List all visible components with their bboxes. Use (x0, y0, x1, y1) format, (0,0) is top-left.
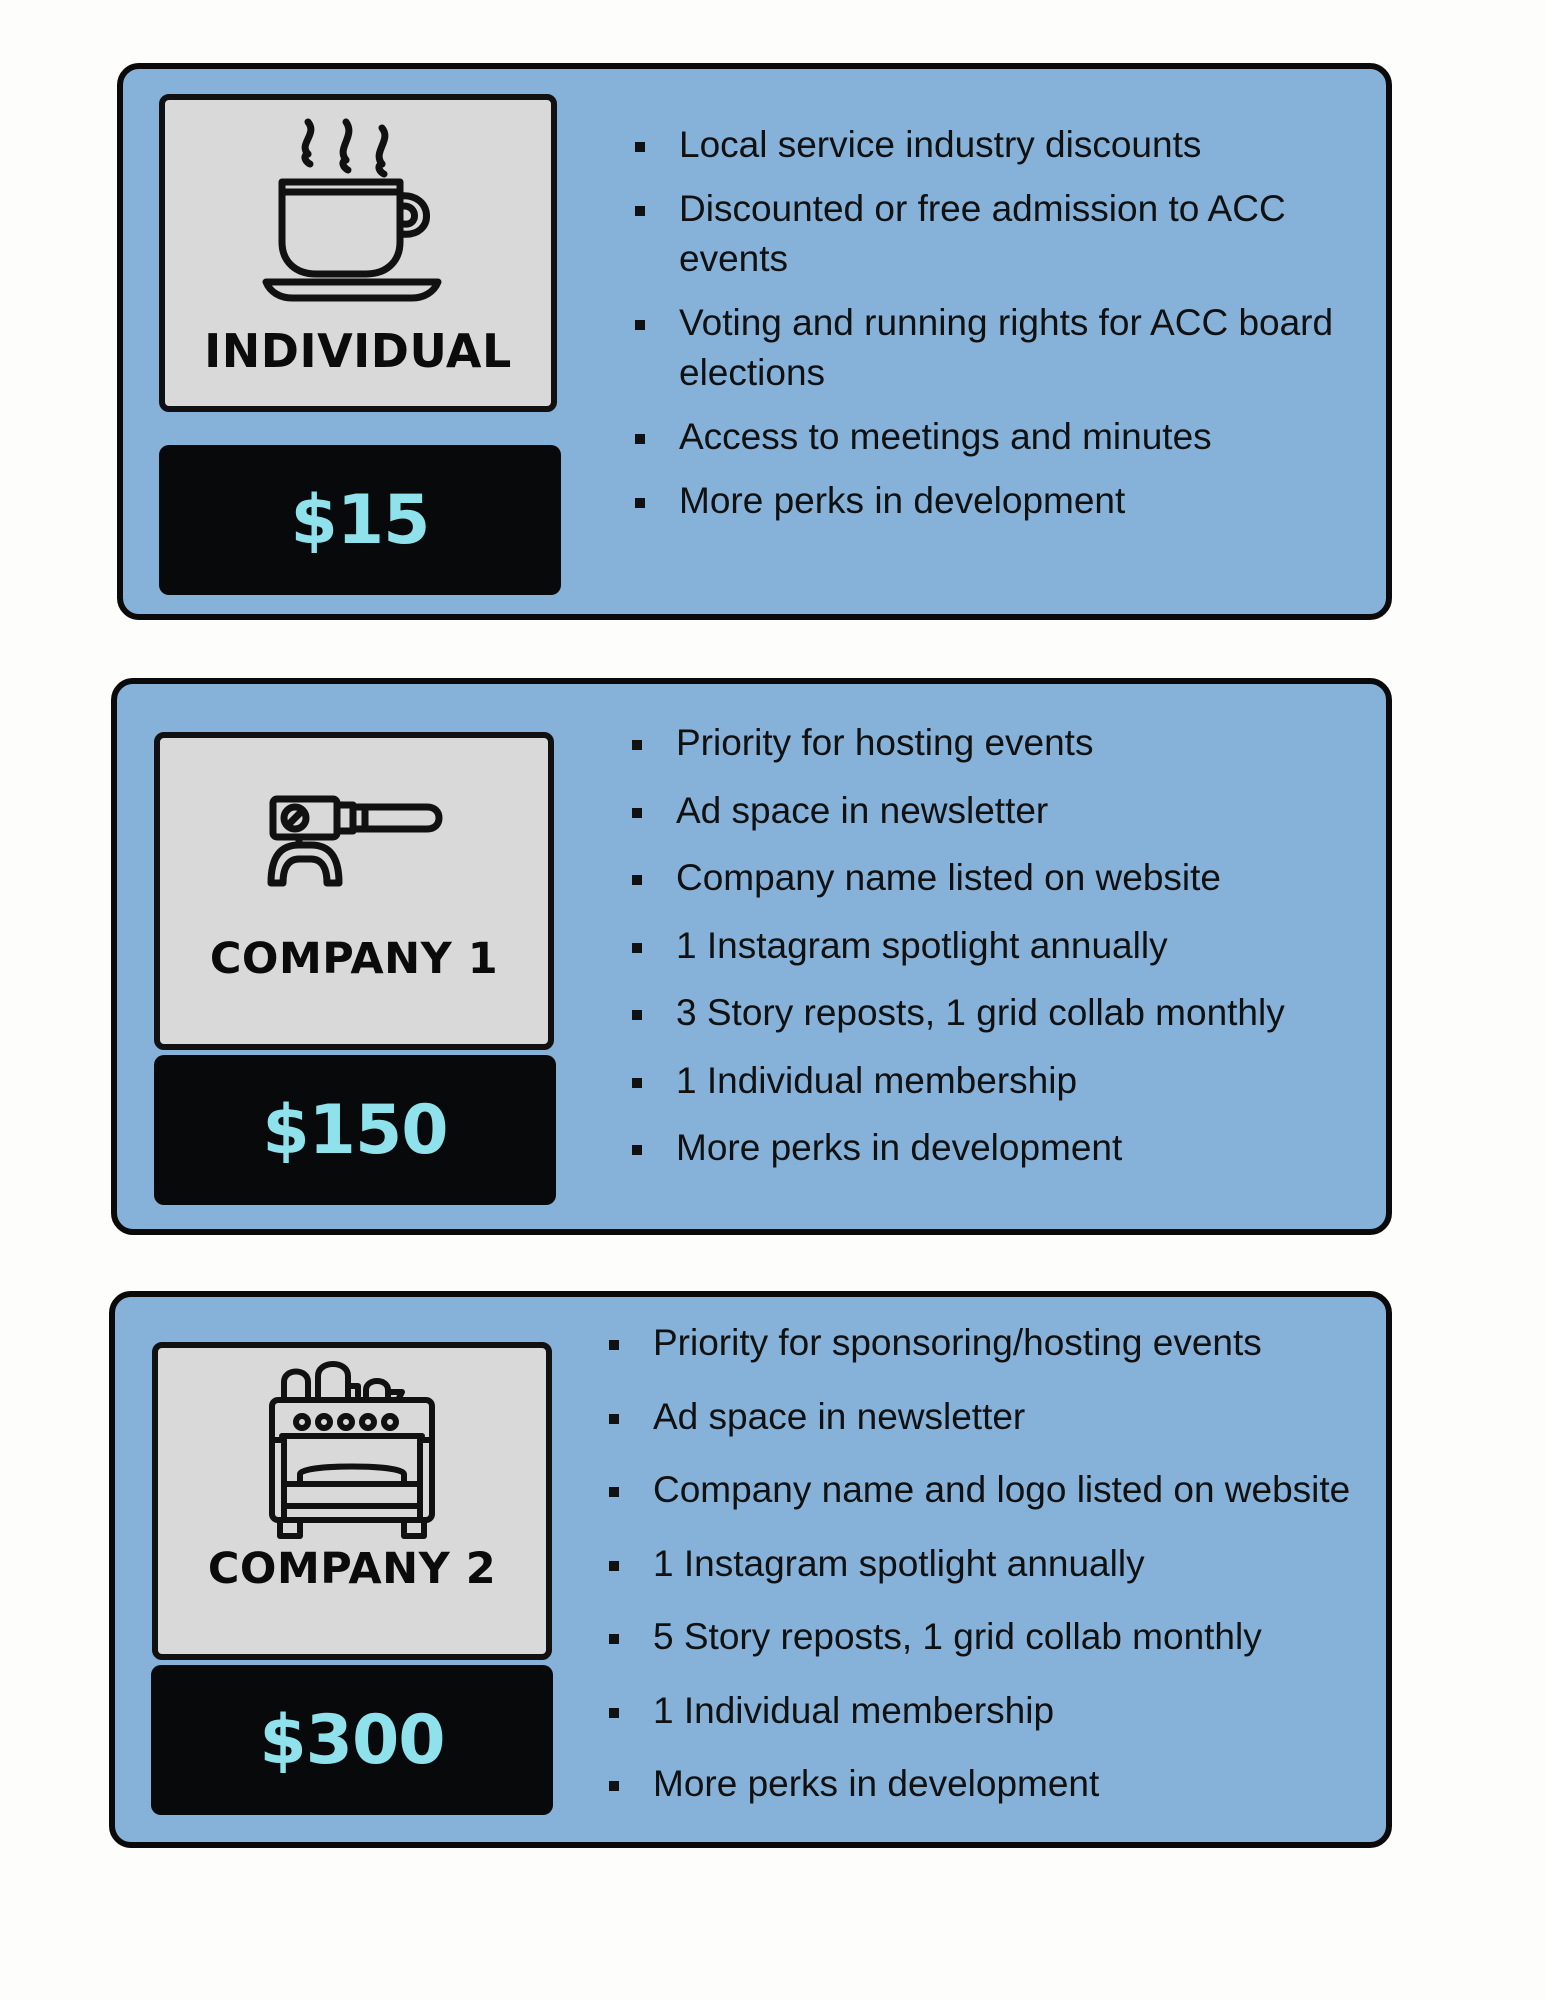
tier-name: COMPANY 1 (209, 934, 499, 984)
tier-name: INDIVIDUAL (204, 324, 512, 378)
tier-name: COMPANY 2 (207, 1544, 497, 1594)
perk-item: Ad space in newsletter (630, 786, 1360, 836)
perk-item: Voting and running rights for ACC board elections (633, 298, 1363, 398)
perk-item: 1 Individual membership (607, 1686, 1367, 1736)
coffee-cup-icon (258, 112, 458, 302)
tier-price: $15 (159, 445, 561, 595)
perk-item: More perks in development (633, 476, 1363, 526)
perk-item: Discounted or free admission to ACC events (633, 184, 1363, 284)
tier-label-box (159, 94, 557, 412)
espresso-machine-icon (262, 1356, 442, 1546)
perk-item: Access to meetings and minutes (633, 412, 1363, 462)
portafilter-icon (259, 793, 449, 893)
perk-list (607, 1318, 1367, 1833)
perk-item: Priority for hosting events (630, 718, 1360, 768)
perk-list (630, 718, 1360, 1191)
perk-item: More perks in development (630, 1123, 1360, 1173)
tier-label-box (152, 1342, 552, 1660)
tier-price: $150 (154, 1055, 556, 1205)
perk-item: Company name listed on website (630, 853, 1360, 903)
perk-item: 3 Story reposts, 1 grid collab monthly (630, 988, 1360, 1038)
perk-item: 1 Instagram spotlight annually (630, 921, 1360, 971)
perk-item: Local service industry discounts (633, 120, 1363, 170)
perk-item: Company name and logo listed on website (607, 1465, 1367, 1515)
perk-item: Ad space in newsletter (607, 1392, 1367, 1442)
tier-label-box (154, 732, 554, 1050)
perk-item: Priority for sponsoring/hosting events (607, 1318, 1367, 1368)
perk-item: 5 Story reposts, 1 grid collab monthly (607, 1612, 1367, 1662)
tier-card-company-1 (111, 678, 1392, 1235)
perk-list (633, 120, 1363, 540)
perk-item: 1 Instagram spotlight annually (607, 1539, 1367, 1589)
tier-card-individual (117, 63, 1392, 620)
perk-item: 1 Individual membership (630, 1056, 1360, 1106)
perk-item: More perks in development (607, 1759, 1367, 1809)
tier-card-company-2 (109, 1291, 1392, 1848)
tier-price: $300 (151, 1665, 553, 1815)
